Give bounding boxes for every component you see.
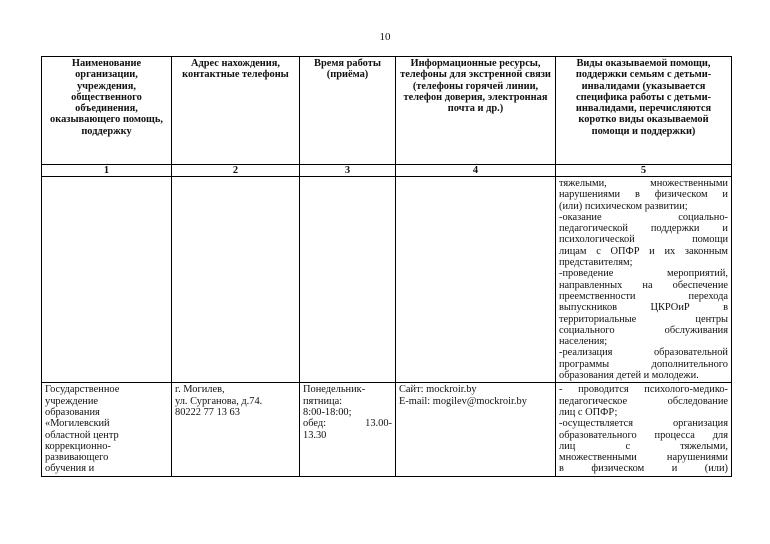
cell-text-line: образовательного процесса для [559, 429, 728, 441]
cell-text-line: -оказание социально- [559, 211, 728, 223]
table-row [42, 383, 732, 476]
organizations-table [41, 56, 732, 477]
cell-text-line: представителям; [559, 257, 633, 269]
cell-text-line: программы дополнительного [559, 358, 728, 370]
hours-cell [300, 383, 396, 476]
cell-text-line: множественными нарушениями [559, 452, 728, 464]
cell-text-line: обед: 13.00- [303, 418, 392, 430]
cell-text-line: образования детей и молодежи. [559, 370, 699, 382]
cell-text-line: Сайт: mockroir.by [399, 384, 477, 396]
table-row [42, 177, 732, 383]
column-number: 1 [42, 165, 172, 177]
table-cell [300, 177, 396, 383]
header-address: Адрес нахождения, контактные телефоны [172, 57, 300, 165]
cell-text-line: нарушениями в физическом и [559, 189, 728, 201]
cell-text-line: тяжелыми, множественными [559, 178, 728, 189]
cell-text-line: -проведение мероприятий, [559, 268, 728, 280]
header-hours: Время работы (приёма) [300, 57, 396, 165]
organization-name-cell [42, 383, 172, 476]
cell-text-line: преемственности перехода [559, 290, 728, 302]
cell-text-line: выпускников ЦКРОиР в [559, 302, 728, 314]
cell-text-line: г. Могилев, [175, 384, 225, 396]
cell-text-line: психологической помощи [559, 234, 728, 246]
page-number: 10 [379, 31, 391, 43]
cell-text-line: 13.30 [303, 429, 327, 441]
cell-text-line: развивающего [45, 452, 109, 464]
cell-text-line: коррекционно- [45, 440, 111, 452]
column-number-row [42, 165, 732, 177]
cell-text-line: обучения и [45, 463, 95, 475]
address-cell [172, 383, 300, 476]
cell-text-line: E-mail: mogilev@mockroir.by [399, 395, 527, 407]
header-help-types: Виды оказываемой помощи, поддержки семьям с детьми-инвалидами (указывается специфика работы с детьми-инвалидами, перечисляются коротко виды оказываемой помощи и поддержки) [556, 57, 732, 165]
cell-text-line: направленных на обеспечение [559, 279, 728, 291]
cell-text-line: социального обслуживания [559, 324, 728, 336]
cell-text-line: «Могилевский [45, 418, 110, 430]
cell-text-line: педагогической поддержки и [559, 223, 728, 235]
cell-text-line: - проводится психолого-медико- [559, 384, 728, 396]
cell-text-line: лицам с ОПФР и их законным [559, 245, 728, 257]
cell-text-line: 80222 77 13 63 [175, 406, 240, 418]
cell-text-line: Государственное [45, 384, 120, 396]
column-number: 3 [300, 165, 396, 177]
cell-text-line: -осуществляется организация [559, 418, 728, 430]
cell-text-line: педагогическое обследование [559, 395, 728, 407]
header-row [42, 57, 732, 165]
cell-text-line: областной центр [45, 429, 119, 441]
cell-text-line: ул. Сурганова, д.74. [175, 395, 263, 407]
cell-text-line: -реализация образовательной [559, 347, 728, 359]
table-cell [172, 177, 300, 383]
table-cell [396, 177, 556, 383]
column-number: 5 [556, 165, 732, 177]
cell-text-line: территориальные центры [559, 313, 728, 325]
cell-text-line: населения; [559, 336, 608, 348]
cell-text-line: лиц с ОПФР; [559, 406, 618, 418]
cell-text-line: образования [45, 406, 100, 418]
resources-cell [396, 383, 556, 476]
cell-text-line: (или) психическом развитии; [559, 200, 688, 212]
help-cell [556, 383, 732, 476]
header-resources: Информационные ресурсы, телефоны для экстренной связи (телефоны горячей линии, телефон доверия, электронная почта и др.) [396, 57, 556, 165]
cell-text-line: пятница: [303, 395, 343, 407]
column-number: 4 [396, 165, 556, 177]
help-cell [556, 177, 732, 383]
column-number: 2 [172, 165, 300, 177]
cell-text-line: Понедельник- [303, 384, 366, 396]
cell-text-line: лиц с тяжелыми, [559, 440, 728, 452]
cell-text-line: 8:00-18:00; [303, 406, 352, 418]
cell-text-line: в физическом и (или) [559, 463, 728, 475]
cell-text-line: учреждение [45, 395, 99, 407]
table-cell [42, 177, 172, 383]
header-organization: Наименование организации, учреждения, общественного объединения, оказывающего помощь, поддержку [42, 57, 172, 165]
